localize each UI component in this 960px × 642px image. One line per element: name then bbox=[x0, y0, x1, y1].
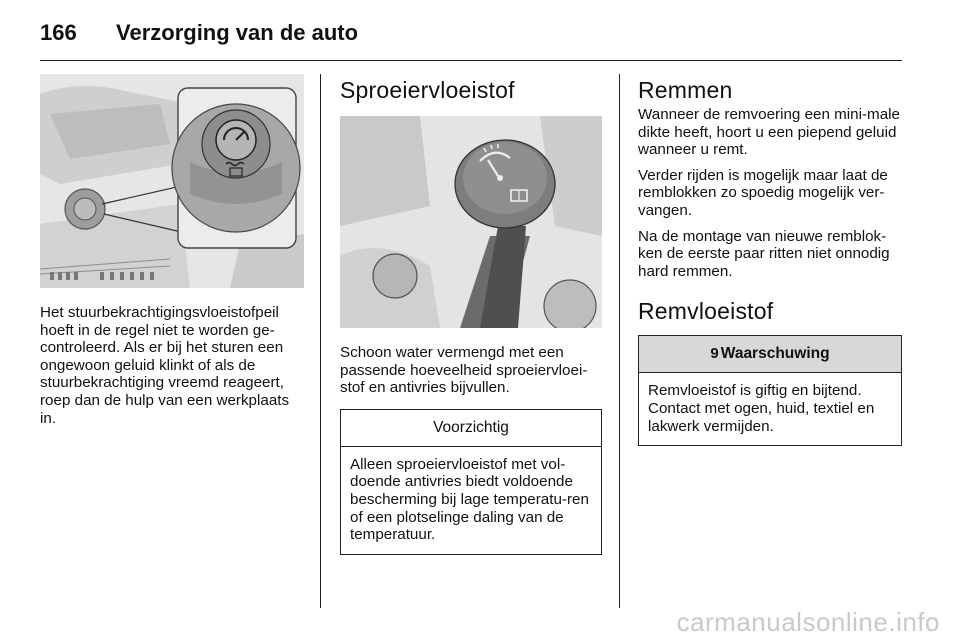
column-divider-2 bbox=[619, 74, 620, 608]
column-power-steering bbox=[40, 74, 304, 427]
washer-fluid-reservoir-figure bbox=[340, 116, 602, 328]
brakes-paragraph-1: Wanneer de remvoering een mini-male dikte heeft, hoort u een piepend geluid wanneer u remt. bbox=[638, 106, 900, 159]
caution-heading: Voorzichtig bbox=[341, 410, 601, 447]
washer-fluid-heading: Sproeiervloeistof bbox=[340, 77, 515, 103]
page-number: 166 bbox=[40, 20, 77, 45]
caution-box bbox=[340, 409, 602, 555]
column-divider-1 bbox=[320, 74, 321, 608]
power-steering-paragraph: Het stuurbekrachtigingsvloeistofpeil hoeft in de regel niet te worden ge-controleerd. Als er bij het sturen een ongewoon geluid klinkt of als de stuurbekrachtiging vreemd reageert, roep dan de hulp van een werkplaats in. bbox=[40, 304, 290, 427]
watermark: carmanualsonline.info bbox=[676, 607, 940, 637]
brakes-paragraph-3: Na de montage van nieuwe remblok-ken de eerste paar ritten niet onnodig hard remmen. bbox=[638, 227, 890, 280]
page-title: Verzorging van de auto bbox=[116, 20, 359, 45]
power-steering-reservoir-figure bbox=[40, 74, 304, 288]
warning-heading: Waarschuwing bbox=[720, 345, 830, 363]
brake-fluid-heading: Remvloeistof bbox=[638, 298, 774, 325]
page-header bbox=[40, 14, 902, 54]
column-washer-fluid bbox=[340, 74, 602, 555]
warning-body: Remvloeistof is giftig en bijtend. Contact met ogen, huid, textiel en lakwerk vermijden. bbox=[648, 382, 875, 435]
warning-icon: 9 bbox=[710, 345, 719, 363]
brakes-paragraph-2: Verder rijden is mogelijk maar laat de remblokken zo spoedig mogelijk ver-vangen. bbox=[638, 166, 888, 219]
header-divider bbox=[40, 60, 902, 61]
warning-heading-row bbox=[639, 336, 901, 373]
caution-body: Alleen sproeiervloeistof met vol-doende antivries biedt voldoende bescherming bij lage temperatu-ren of een plotselinge daling van de temperatuur. bbox=[350, 455, 589, 544]
warning-box bbox=[638, 335, 902, 446]
brakes-heading: Remmen bbox=[638, 77, 733, 103]
column-brakes bbox=[638, 74, 902, 446]
washer-fluid-paragraph: Schoon water vermengd met een passende hoeveelheid sproeiervloei-stof en antivries bijvullen. bbox=[340, 344, 588, 397]
